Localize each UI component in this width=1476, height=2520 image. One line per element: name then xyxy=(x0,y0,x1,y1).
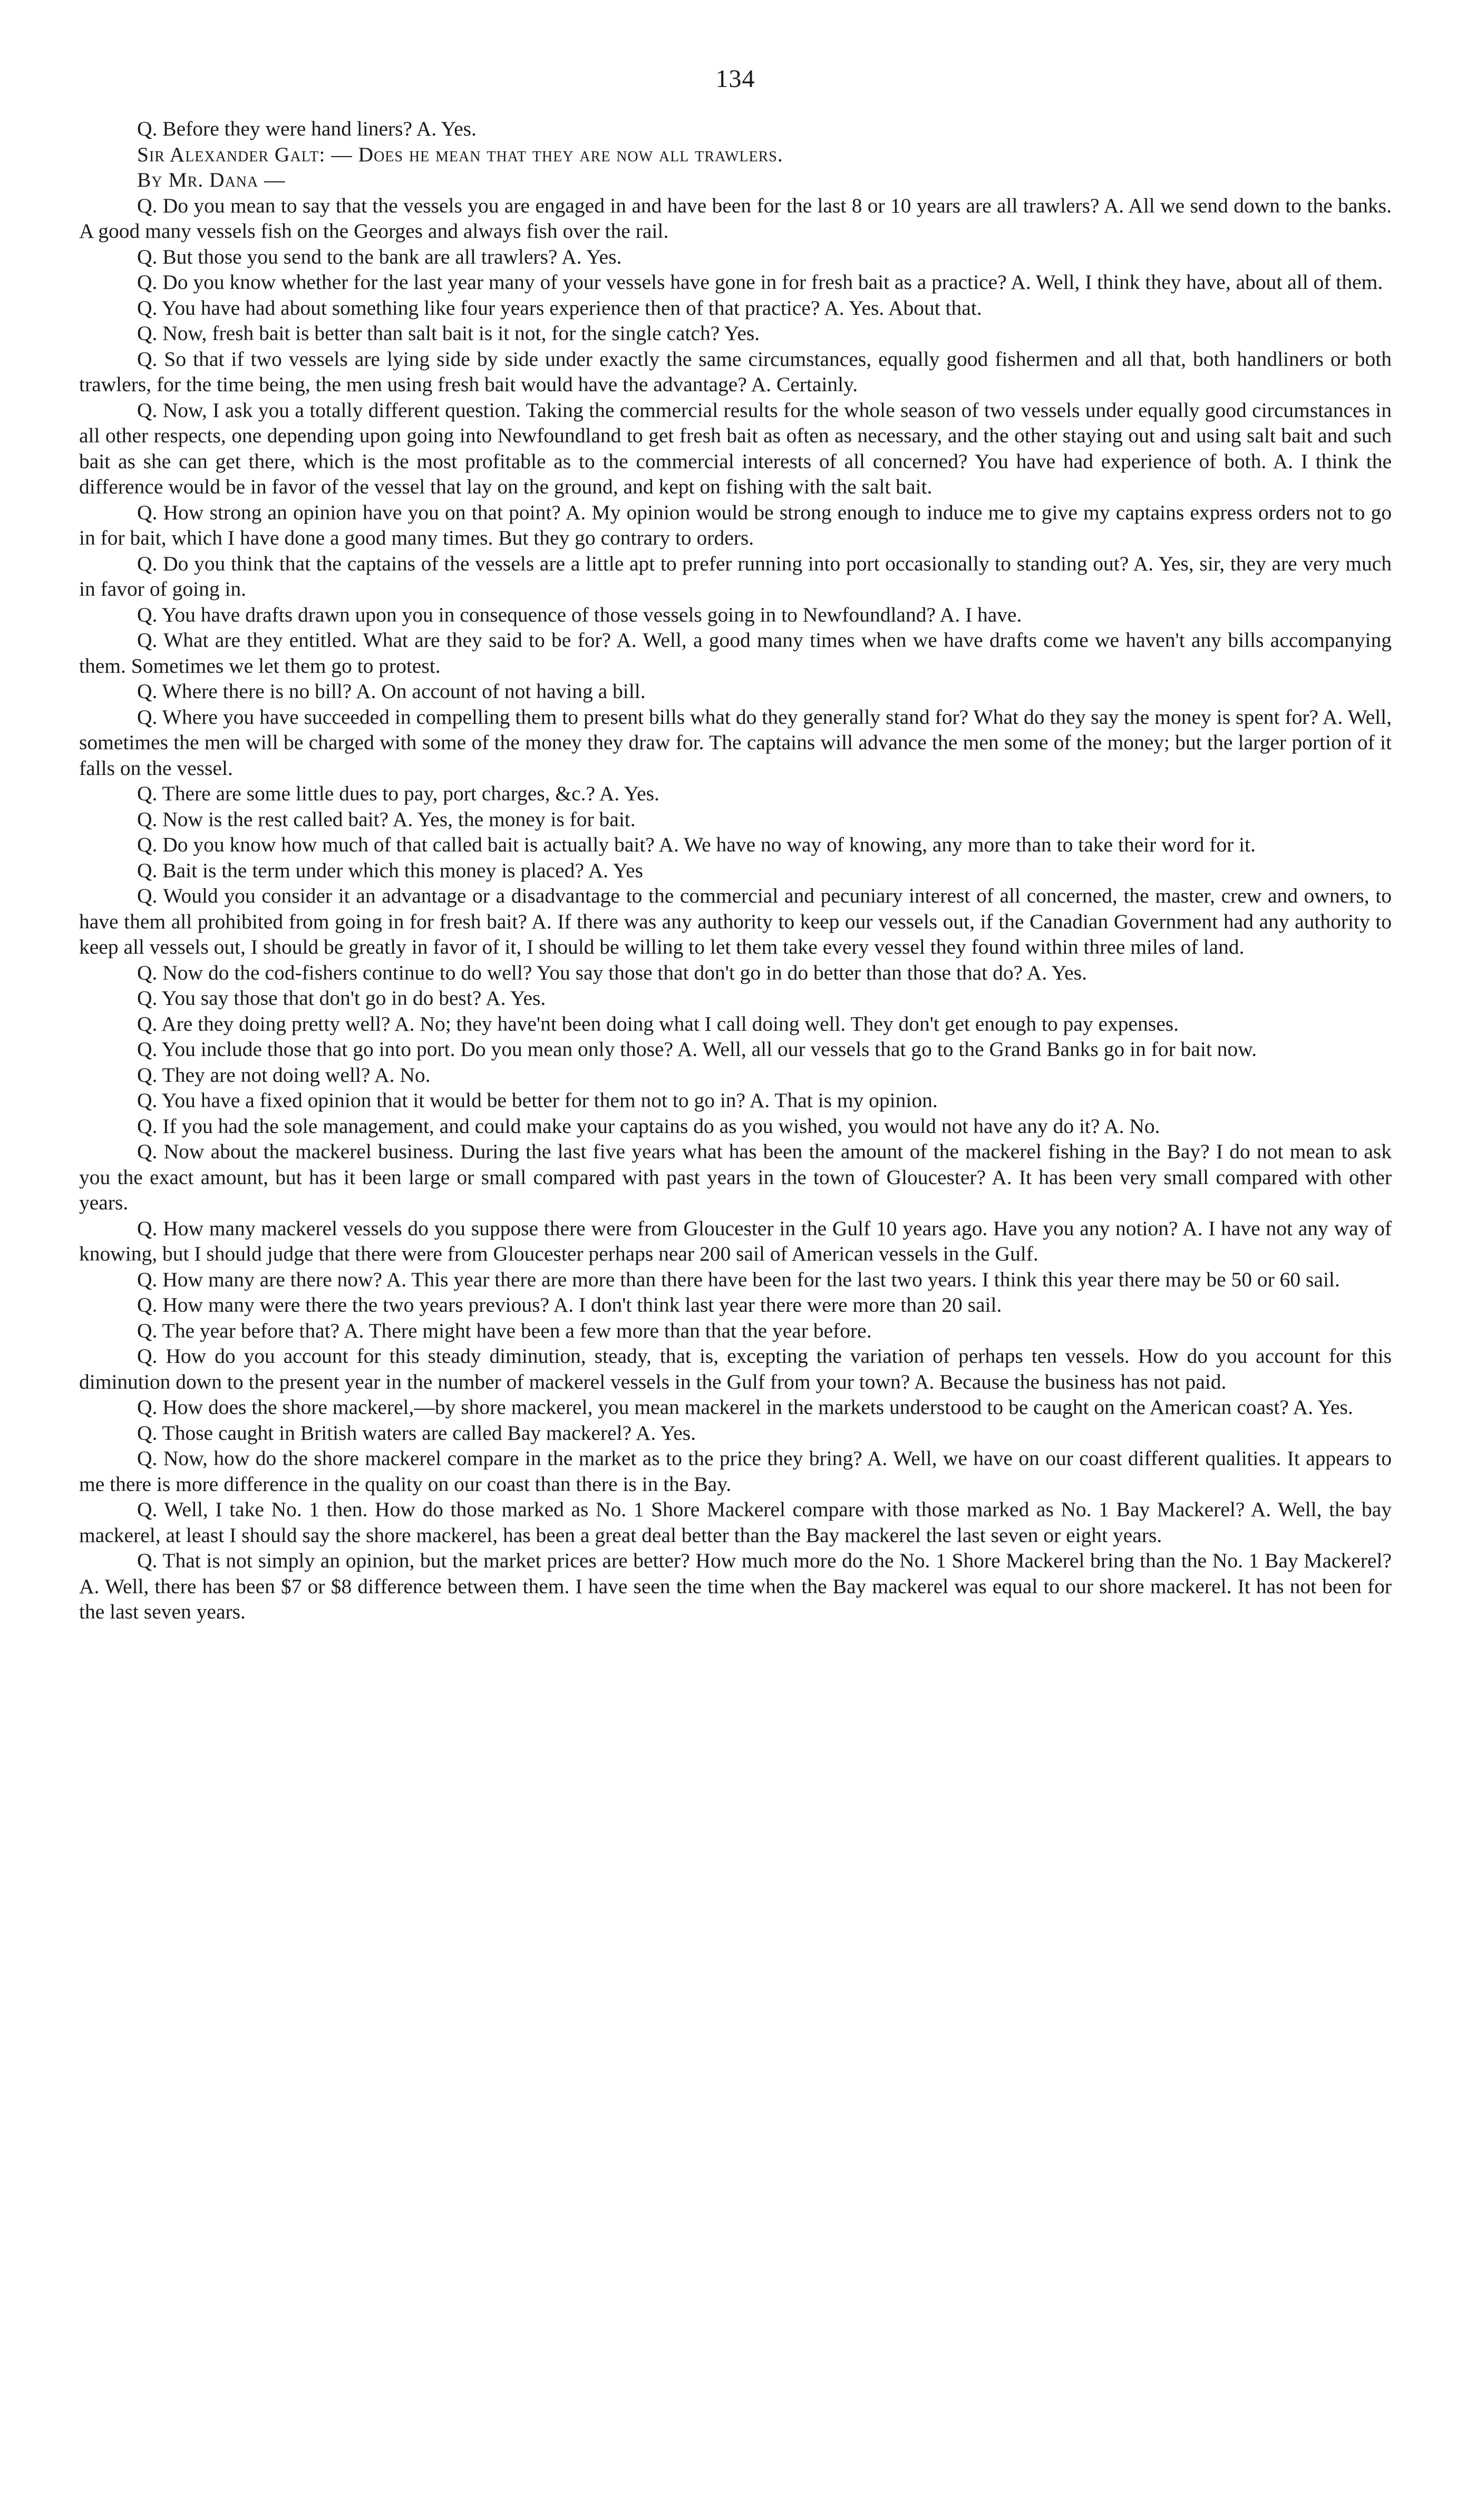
testimony-paragraph: Q. Where you have succeeded in compelling them to present bills what do they generally stand for? What do they say the money is spent for? A. Well, sometimes the men will be charged with some of the money they draw for. The captains will advance the men some of the money; but the larger portion of it falls on the vessel. xyxy=(79,705,1392,780)
testimony-paragraph: Q. What are they entitled. What are they said to be for? A. Well, a good many times when we have drafts come we haven't any bills accompanying them. Sometimes we let them go to protest. xyxy=(79,628,1392,677)
testimony-body xyxy=(79,116,1392,1625)
testimony-paragraph: Q. Would you consider it an advantage or a disadvantage to the commercial and pecuniary interest of all concerned, the master, crew and owners, to have them all prohibited from going in for fresh bait? A. If there was any authority to keep our vessels out, if the Canadian Government had any authority to keep all vessels out, I should be greatly in favor of it, I should be willing to let them take every vessel they found within three miles of land. xyxy=(79,884,1392,958)
testimony-paragraph: Q. How does the shore mackerel,—by shore mackerel, you mean mackerel in the markets understood to be caught on the American coast? A. Yes. xyxy=(137,1395,1353,1419)
testimony-paragraph: Q. Now is the rest called bait? A. Yes, the money is for bait. xyxy=(137,807,636,831)
testimony-paragraph: Q. Well, I take No. 1 then. How do those marked as No. 1 Shore Mackerel compare with those marked as No. 1 Bay Mackerel? A. Well, the bay mackerel, at least I should say the shore mackerel, has been a great deal better than the Bay mackerel the last seven or eight years. xyxy=(79,1498,1392,1547)
testimony-paragraph: Q. Those caught in British waters are called Bay mackerel? A. Yes. xyxy=(137,1421,696,1445)
testimony-paragraph: Q. How many mackerel vessels do you suppose there were from Gloucester in the Gulf 10 years ago. Have you any notion? A. I have not any way of knowing, but I should judge that there were from Gloucester perhaps near 200 sail of American vessels in the Gulf. xyxy=(79,1216,1392,1265)
testimony-paragraph: Q. How many are there now? A. This year there are more than there have been for the last two years. I think this year there may be 50 or 60 sail. xyxy=(137,1267,1340,1291)
testimony-paragraph: Q. You have drafts drawn upon you in consequence of those vessels going in to Newfoundland? A. I have. xyxy=(137,603,1022,626)
document-page xyxy=(79,63,1392,1625)
testimony-paragraph: Q. But those you send to the bank are all trawlers? A. Yes. xyxy=(137,245,622,268)
testimony-paragraph: Q. That is not simply an opinion, but the market prices are better? How much more do the No. 1 Shore Mackerel bring than the No. 1 Bay Mackerel? A. Well, there has been $7 or $8 difference between them. I have seen the time when the Bay mackerel was equal to our shore mackerel. It has not been for the last seven years. xyxy=(79,1549,1392,1623)
testimony-paragraph: Q. Now, fresh bait is better than salt bait is it not, for the single catch? Yes. xyxy=(137,322,760,345)
testimony-paragraph: Q. Bait is the term under which this money is placed? A. Yes xyxy=(137,858,643,882)
testimony-paragraph: Q. Do you mean to say that the vessels you are engaged in and have been for the last 8 or 10 years are all trawlers? A. All we send down to the banks. A good many vessels fish on the Georges and always fish over the rail. xyxy=(79,193,1392,243)
testimony-paragraph: Q. Now about the mackerel business. During the last five years what has been the amount of the mackerel fishing in the Bay? I do not mean to ask you the exact amount, but has it been large or small compared with past years in the town of Gloucester? A. It has been very small compared with other years. xyxy=(79,1140,1392,1214)
testimony-paragraph: By Mr. Dana — xyxy=(137,168,286,191)
testimony-paragraph: Q. Where there is no bill? A. On account of not having a bill. xyxy=(137,680,646,703)
testimony-paragraph: Q. So that if two vessels are lying side by side under exactly the same circumstances, equally good fishermen and all that, both handliners or both trawlers, for the time being, the men using fresh bait would have the advantage? A. Certainly. xyxy=(79,347,1392,396)
testimony-paragraph: Q. You include those that go into port. Do you mean only those? A. Well, all our vessels that go to the Grand Banks go in for bait now. xyxy=(137,1038,1257,1061)
testimony-paragraph: Q. If you had the sole management, and could make your captains do as you wished, you would not have any do it? A. No. xyxy=(137,1114,1160,1138)
testimony-paragraph: Q. How many were there the two years previous? A. I don't think last year there were more than 20 sail. xyxy=(137,1293,1002,1316)
testimony-paragraph: Sir Alexander Galt: — Does he mean that they are now all trawlers. xyxy=(137,142,783,166)
testimony-paragraph: Q. You have a fixed opinion that it would be better for them not to go in? A. That is my opinion. xyxy=(137,1089,938,1112)
testimony-paragraph: Q. They are not doing well? A. No. xyxy=(137,1063,431,1087)
testimony-paragraph: Q. Now do the cod-fishers continue to do well? You say those that don't go in do better than those that do? A. Yes. xyxy=(137,961,1087,984)
testimony-paragraph: Q. Do you think that the captains of the vessels are a little apt to prefer running into port occasionally to standing out? A. Yes, sir, they are very much in favor of going in. xyxy=(79,551,1392,600)
testimony-paragraph: Q. How strong an opinion have you on that point? A. My opinion would be strong enough to induce me to give my captains express orders not to go in for bait, which I have done a good many times. But they go contrary to orders. xyxy=(79,500,1392,549)
testimony-paragraph: Q. Are they doing pretty well? A. No; they have'nt been doing what I call doing well. They don't get enough to pay expenses. xyxy=(137,1012,1179,1035)
testimony-paragraph: Q. Do you know how much of that called bait is actually bait? A. We have no way of knowing, any more than to take their word for it. xyxy=(137,833,1256,856)
testimony-paragraph: Q. Before they were hand liners? A. Yes. xyxy=(137,117,477,140)
testimony-paragraph: Q. How do you account for this steady diminution, steady, that is, excepting the variation of perhaps ten vessels. How do you account for this diminution down to the present year in the number of mackerel vessels in the Gulf from your town? A. Because the business has not paid. xyxy=(79,1344,1392,1393)
testimony-paragraph: Q. Now, I ask you a totally different question. Taking the commercial results for the whole season of two vessels under equally good circumstances in all other respects, one depending upon going into Newfoundland to get fresh bait as often as necessary, and the other staying out and using salt bait and such bait as she can get there, which is the most profitable as to the commercial interests of all concerned? You have had experience of both. A. I think the difference would be in favor of the vessel that lay on the ground, and kept on fishing with the salt bait. xyxy=(79,398,1392,498)
testimony-paragraph: Q. You have had about something like four years experience then of that practice? A. Yes. About that. xyxy=(137,296,982,319)
testimony-paragraph: Q. Do you know whether for the last year many of your vessels have gone in for fresh bait as a practice? A. Well, I think they have, about all of them. xyxy=(137,270,1383,294)
testimony-paragraph: Q. The year before that? A. There might have been a few more than that the year before. xyxy=(137,1319,872,1342)
testimony-paragraph: Q. You say those that don't go in do best? A. Yes. xyxy=(137,986,546,1010)
page-number: 134 xyxy=(715,65,755,93)
testimony-paragraph: Q. Now, how do the shore mackerel compare in the market as to the price they bring? A. Well, we have on our coast different qualities. It appears to me there is more difference in the quality on our coast than there is in the Bay. xyxy=(79,1447,1392,1496)
testimony-paragraph: Q. There are some little dues to pay, port charges, &c.? A. Yes. xyxy=(137,782,659,805)
